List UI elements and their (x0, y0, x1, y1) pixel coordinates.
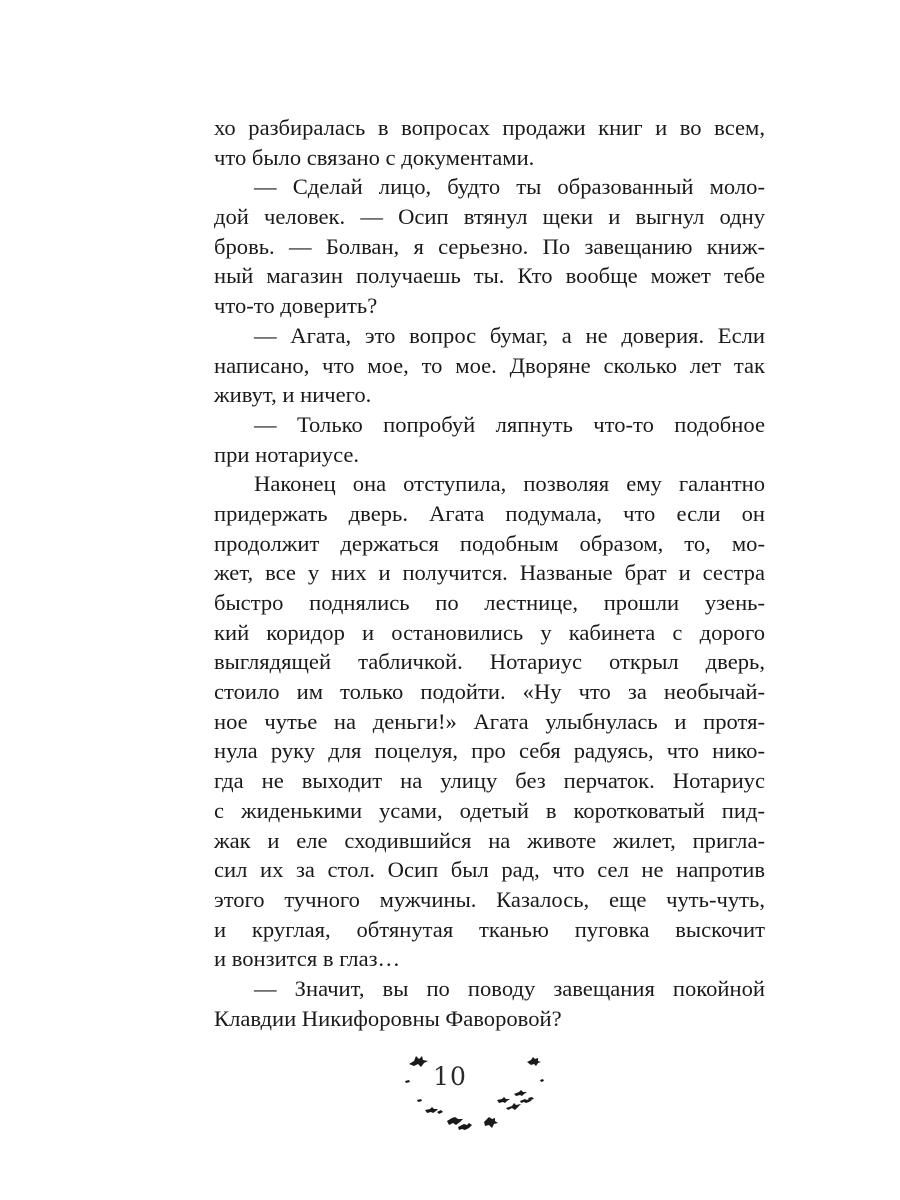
text-line: написано, что мое, то мое. Дворяне сколько лет так (214, 352, 765, 378)
body-text (214, 113, 765, 1033)
text-line: Наконец она отступила, позволяя ему галантно (254, 471, 765, 497)
text-line: и вонзится в глаз… (214, 946, 401, 972)
text-line: и круглая, обтянутая тканью пуговка выскочит (214, 916, 765, 942)
text-line: выглядящей табличкой. Нотариус открыл дверь, (214, 649, 765, 675)
text-line: что было связано с документами. (214, 144, 535, 170)
text-line: жет, все у них и получится. Названые брат и сестра (214, 560, 765, 586)
page-number: 10 (433, 1062, 467, 1091)
text-line: стоило им только подойти. «Ну что за необычай- (214, 679, 765, 705)
text-line: — Только попробуй ляпнуть что-то подобное (254, 411, 765, 437)
text-line: что-то доверить? (214, 293, 378, 319)
text-line: при нотариусе. (214, 441, 360, 467)
text-line: жак и еле сходившийся на животе жилет, пригла- (214, 827, 765, 853)
text-line: — Агата, это вопрос бумаг, а не доверия. Если (254, 322, 765, 348)
text-line: хо разбиралась в вопросах продажи книг и во всем, (214, 115, 765, 140)
text-line: — Значит, вы по поводу завещания покойной (254, 975, 765, 1001)
text-line: нула руку для поцелуя, про себя радуясь, что нико- (214, 738, 765, 764)
text-line: ное чутье на деньги!» Агата улыбнулась и протя- (214, 708, 765, 734)
text-line: дой человек. — Осип втянул щеки и выгнул одну (214, 204, 765, 230)
text-line: сил их за стол. Осип был рад, что сел не напротив (214, 857, 765, 883)
text-line: гда не выходит на улицу без перчаток. Нотариус (214, 768, 765, 794)
text-line: живут, и ничего. (214, 382, 372, 408)
text-line: с жиденькими усами, одетый в коротковатый пид- (214, 797, 765, 823)
text-line: бровь. — Болван, я серьезно. По завещанию книж- (214, 233, 765, 259)
text-line: придержать дверь. Агата подумала, что если он (214, 500, 765, 526)
text-line: кий коридор и остановились у кабинета с дорого (214, 619, 765, 645)
text-line: быстро поднялись по лестнице, прошли узень- (214, 590, 765, 615)
text-line: — Сделай лицо, будто ты образованный моло- (254, 174, 765, 200)
text-line: продолжит держаться подобным образом, то, мо- (214, 530, 765, 556)
text-line: Клавдии Никифоровны Фаворовой? (214, 1005, 562, 1031)
text-line: ный магазин получаешь ты. Кто вообще может тебе (214, 263, 765, 289)
text-line: этого тучного мужчины. Казалось, еще чуть-чуть, (214, 886, 765, 912)
